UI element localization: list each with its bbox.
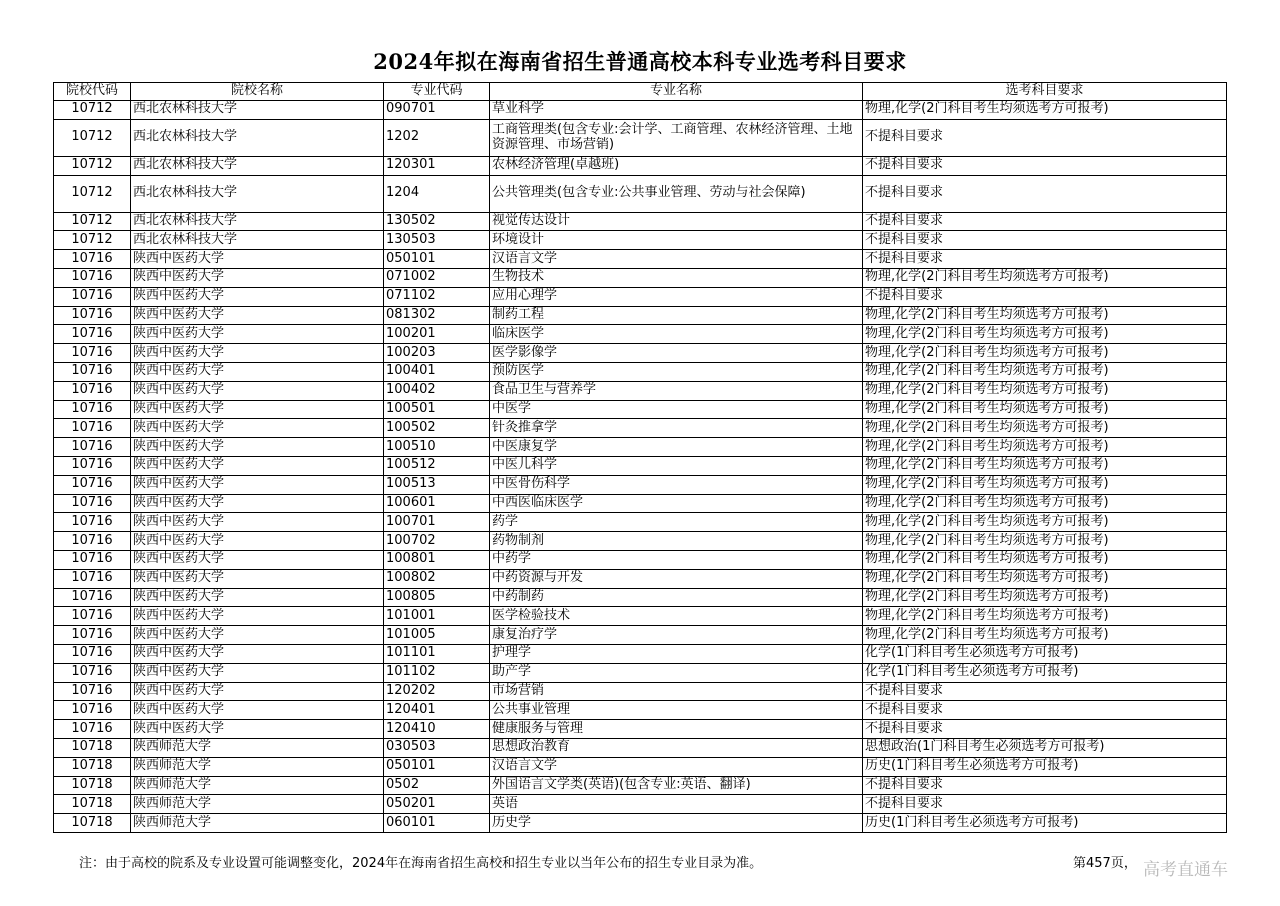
cell-subject-requirement: 不提科目要求 (863, 287, 1227, 306)
cell-school-code: 10716 (54, 588, 131, 607)
cell-school-code: 10716 (54, 513, 131, 532)
cell-school-name: 陕西中医药大学 (131, 268, 384, 287)
cell-major-name: 英语 (490, 795, 863, 814)
table-row (54, 776, 1227, 795)
cell-subject-requirement: 不提科目要求 (863, 156, 1227, 175)
cell-major-code: 100201 (384, 325, 490, 344)
table-row (54, 101, 1227, 120)
cell-major-code: 100801 (384, 550, 490, 569)
cell-school-code: 10716 (54, 607, 131, 626)
cell-school-code: 10718 (54, 814, 131, 833)
cell-school-name: 陕西中医药大学 (131, 362, 384, 381)
table-row (54, 814, 1227, 833)
cell-school-code: 10716 (54, 494, 131, 513)
cell-major-code: 090701 (384, 101, 490, 120)
cell-major-name: 公共事业管理 (490, 701, 863, 720)
cell-subject-requirement: 物理,化学(2门科目考生均须选考方可报考) (863, 494, 1227, 513)
table-header-row (54, 83, 1227, 101)
cell-major-name: 公共管理类(包含专业:公共事业管理、劳动与社会保障) (490, 175, 863, 212)
cell-subject-requirement: 物理,化学(2门科目考生均须选考方可报考) (863, 381, 1227, 400)
cell-school-code: 10718 (54, 795, 131, 814)
cell-subject-requirement: 不提科目要求 (863, 795, 1227, 814)
table-row (54, 738, 1227, 757)
header-subject-requirement: 选考科目要求 (863, 83, 1227, 101)
cell-school-name: 陕西中医药大学 (131, 701, 384, 720)
cell-school-code: 10716 (54, 550, 131, 569)
cell-school-name: 陕西中医药大学 (131, 306, 384, 325)
cell-major-code: 101005 (384, 626, 490, 645)
cell-school-name: 陕西中医药大学 (131, 287, 384, 306)
cell-major-code: 100512 (384, 456, 490, 475)
cell-school-code: 10716 (54, 532, 131, 551)
cell-school-name: 陕西中医药大学 (131, 588, 384, 607)
cell-school-name: 陕西中医药大学 (131, 438, 384, 457)
cell-school-code: 10716 (54, 569, 131, 588)
cell-major-name: 预防医学 (490, 362, 863, 381)
cell-subject-requirement: 物理,化学(2门科目考生均须选考方可报考) (863, 400, 1227, 419)
cell-school-name: 陕西中医药大学 (131, 456, 384, 475)
cell-major-code: 101001 (384, 607, 490, 626)
cell-major-name: 中药制药 (490, 588, 863, 607)
cell-major-code: 050101 (384, 250, 490, 269)
cell-school-code: 10716 (54, 456, 131, 475)
cell-subject-requirement: 物理,化学(2门科目考生均须选考方可报考) (863, 513, 1227, 532)
cell-school-name: 陕西师范大学 (131, 738, 384, 757)
table-row (54, 644, 1227, 663)
table-row (54, 306, 1227, 325)
cell-major-name: 中医康复学 (490, 438, 863, 457)
cell-school-code: 10716 (54, 325, 131, 344)
cell-major-name: 健康服务与管理 (490, 720, 863, 739)
cell-school-name: 陕西中医药大学 (131, 344, 384, 363)
cell-major-name: 临床医学 (490, 325, 863, 344)
cell-school-code: 10716 (54, 626, 131, 645)
cell-major-code: 060101 (384, 814, 490, 833)
cell-school-name: 陕西中医药大学 (131, 550, 384, 569)
cell-major-name: 康复治疗学 (490, 626, 863, 645)
cell-major-name: 医学检验技术 (490, 607, 863, 626)
cell-major-code: 100203 (384, 344, 490, 363)
cell-subject-requirement: 不提科目要求 (863, 231, 1227, 250)
cell-major-code: 1204 (384, 175, 490, 212)
table-row (54, 400, 1227, 419)
cell-school-code: 10712 (54, 212, 131, 231)
cell-school-name: 陕西中医药大学 (131, 381, 384, 400)
cell-school-name: 陕西中医药大学 (131, 419, 384, 438)
cell-major-name: 农林经济管理(卓越班) (490, 156, 863, 175)
cell-subject-requirement: 思想政治(1门科目考生必须选考方可报考) (863, 738, 1227, 757)
cell-school-name: 陕西中医药大学 (131, 682, 384, 701)
cell-school-name: 陕西中医药大学 (131, 720, 384, 739)
cell-major-code: 100701 (384, 513, 490, 532)
cell-school-code: 10712 (54, 101, 131, 120)
cell-major-code: 030503 (384, 738, 490, 757)
cell-major-code: 100513 (384, 475, 490, 494)
cell-school-code: 10716 (54, 344, 131, 363)
cell-subject-requirement: 物理,化学(2门科目考生均须选考方可报考) (863, 588, 1227, 607)
table-row (54, 701, 1227, 720)
cell-school-code: 10716 (54, 287, 131, 306)
table-row (54, 325, 1227, 344)
cell-school-name: 陕西中医药大学 (131, 475, 384, 494)
table-row (54, 438, 1227, 457)
cell-school-name: 陕西中医药大学 (131, 494, 384, 513)
table-row (54, 250, 1227, 269)
cell-school-code: 10716 (54, 701, 131, 720)
cell-subject-requirement: 物理,化学(2门科目考生均须选考方可报考) (863, 626, 1227, 645)
cell-school-name: 陕西中医药大学 (131, 325, 384, 344)
cell-school-name: 陕西中医药大学 (131, 250, 384, 269)
cell-school-name: 西北农林科技大学 (131, 156, 384, 175)
table-row (54, 362, 1227, 381)
table-row (54, 268, 1227, 287)
cell-subject-requirement: 物理,化学(2门科目考生均须选考方可报考) (863, 325, 1227, 344)
cell-school-name: 陕西师范大学 (131, 757, 384, 776)
cell-major-name: 市场营销 (490, 682, 863, 701)
cell-major-code: 100402 (384, 381, 490, 400)
cell-subject-requirement: 不提科目要求 (863, 701, 1227, 720)
cell-school-code: 10716 (54, 663, 131, 682)
table-row (54, 381, 1227, 400)
cell-subject-requirement: 不提科目要求 (863, 776, 1227, 795)
cell-major-code: 071102 (384, 287, 490, 306)
cell-major-name: 中医骨伤科学 (490, 475, 863, 494)
cell-major-name: 汉语言文学 (490, 250, 863, 269)
cell-major-name: 医学影像学 (490, 344, 863, 363)
cell-school-code: 10716 (54, 400, 131, 419)
cell-major-code: 101101 (384, 644, 490, 663)
cell-major-name: 历史学 (490, 814, 863, 833)
cell-school-name: 陕西中医药大学 (131, 644, 384, 663)
table-row (54, 757, 1227, 776)
cell-major-code: 100502 (384, 419, 490, 438)
table-row (54, 682, 1227, 701)
cell-major-name: 草业科学 (490, 101, 863, 120)
cell-major-code: 0502 (384, 776, 490, 795)
cell-major-name: 中医学 (490, 400, 863, 419)
cell-major-name: 药物制剂 (490, 532, 863, 551)
cell-major-code: 120301 (384, 156, 490, 175)
cell-major-name: 工商管理类(包含专业:会计学、工商管理、农林经济管理、土地资源管理、市场营销) (490, 119, 863, 156)
cell-school-code: 10712 (54, 119, 131, 156)
cell-subject-requirement: 不提科目要求 (863, 682, 1227, 701)
cell-school-name: 西北农林科技大学 (131, 175, 384, 212)
cell-subject-requirement: 不提科目要求 (863, 119, 1227, 156)
cell-major-name: 针灸推拿学 (490, 419, 863, 438)
cell-school-name: 陕西中医药大学 (131, 626, 384, 645)
cell-major-code: 120401 (384, 701, 490, 720)
cell-subject-requirement: 物理,化学(2门科目考生均须选考方可报考) (863, 101, 1227, 120)
cell-subject-requirement: 物理,化学(2门科目考生均须选考方可报考) (863, 344, 1227, 363)
table-row (54, 344, 1227, 363)
cell-major-code: 100702 (384, 532, 490, 551)
table-row (54, 607, 1227, 626)
cell-major-name: 生物技术 (490, 268, 863, 287)
cell-school-code: 10716 (54, 682, 131, 701)
cell-school-name: 陕西中医药大学 (131, 663, 384, 682)
table-row (54, 175, 1227, 212)
cell-major-code: 130503 (384, 231, 490, 250)
page-number: 第457页， (1073, 856, 1137, 871)
cell-school-code: 10712 (54, 175, 131, 212)
cell-major-code: 100401 (384, 362, 490, 381)
cell-school-name: 陕西师范大学 (131, 814, 384, 833)
cell-subject-requirement: 物理,化学(2门科目考生均须选考方可报考) (863, 475, 1227, 494)
cell-major-name: 制药工程 (490, 306, 863, 325)
cell-school-name: 陕西师范大学 (131, 795, 384, 814)
cell-major-code: 100601 (384, 494, 490, 513)
header-major-code: 专业代码 (384, 83, 490, 101)
cell-school-code: 10716 (54, 268, 131, 287)
cell-major-code: 081302 (384, 306, 490, 325)
cell-major-name: 应用心理学 (490, 287, 863, 306)
cell-school-name: 陕西中医药大学 (131, 607, 384, 626)
table-row (54, 513, 1227, 532)
watermark: 高考直通车 (1143, 860, 1228, 880)
cell-major-code: 050201 (384, 795, 490, 814)
table-body (54, 101, 1227, 833)
cell-major-code: 1202 (384, 119, 490, 156)
header-school-name: 院校名称 (131, 83, 384, 101)
table-row (54, 156, 1227, 175)
cell-major-code: 050101 (384, 757, 490, 776)
table-row (54, 550, 1227, 569)
table-row (54, 456, 1227, 475)
table-row (54, 663, 1227, 682)
cell-school-code: 10716 (54, 306, 131, 325)
cell-subject-requirement: 历史(1门科目考生必须选考方可报考) (863, 757, 1227, 776)
table-row (54, 231, 1227, 250)
cell-subject-requirement: 物理,化学(2门科目考生均须选考方可报考) (863, 456, 1227, 475)
cell-major-name: 环境设计 (490, 231, 863, 250)
cell-school-code: 10716 (54, 250, 131, 269)
cell-school-code: 10716 (54, 475, 131, 494)
cell-major-name: 中药学 (490, 550, 863, 569)
cell-major-name: 汉语言文学 (490, 757, 863, 776)
cell-major-name: 护理学 (490, 644, 863, 663)
cell-subject-requirement: 物理,化学(2门科目考生均须选考方可报考) (863, 550, 1227, 569)
cell-major-name: 中西医临床医学 (490, 494, 863, 513)
cell-school-name: 陕西中医药大学 (131, 532, 384, 551)
cell-major-name: 外国语言文学类(英语)(包含专业:英语、翻译) (490, 776, 863, 795)
cell-school-code: 10712 (54, 156, 131, 175)
footnote: 注：由于高校的院系及专业设置可能调整变化，2024年在海南省招生高校和招生专业以当年公布的招生专业目录为准。 (79, 856, 763, 871)
table-row (54, 119, 1227, 156)
cell-school-name: 陕西中医药大学 (131, 569, 384, 588)
cell-major-code: 120410 (384, 720, 490, 739)
cell-major-code: 071002 (384, 268, 490, 287)
cell-school-code: 10718 (54, 757, 131, 776)
cell-major-name: 药学 (490, 513, 863, 532)
cell-school-code: 10716 (54, 419, 131, 438)
cell-subject-requirement: 历史(1门科目考生必须选考方可报考) (863, 814, 1227, 833)
cell-school-name: 陕西中医药大学 (131, 513, 384, 532)
table-row (54, 795, 1227, 814)
table-row (54, 494, 1227, 513)
cell-subject-requirement: 不提科目要求 (863, 175, 1227, 212)
cell-major-code: 130502 (384, 212, 490, 231)
cell-subject-requirement: 物理,化学(2门科目考生均须选考方可报考) (863, 362, 1227, 381)
cell-school-code: 10716 (54, 381, 131, 400)
cell-major-code: 120202 (384, 682, 490, 701)
cell-school-name: 西北农林科技大学 (131, 231, 384, 250)
cell-school-name: 西北农林科技大学 (131, 101, 384, 120)
table-row (54, 532, 1227, 551)
document-title: 2024年拟在海南省招生普通高校本科专业选考科目要求 (373, 49, 907, 74)
cell-major-name: 视觉传达设计 (490, 212, 863, 231)
cell-school-code: 10716 (54, 438, 131, 457)
cell-major-code: 100802 (384, 569, 490, 588)
table-row (54, 626, 1227, 645)
table-row (54, 212, 1227, 231)
header-major-name: 专业名称 (490, 83, 863, 101)
cell-subject-requirement: 不提科目要求 (863, 212, 1227, 231)
cell-subject-requirement: 不提科目要求 (863, 720, 1227, 739)
cell-subject-requirement: 物理,化学(2门科目考生均须选考方可报考) (863, 419, 1227, 438)
cell-school-code: 10716 (54, 720, 131, 739)
cell-major-name: 助产学 (490, 663, 863, 682)
cell-school-name: 西北农林科技大学 (131, 119, 384, 156)
cell-school-code: 10718 (54, 738, 131, 757)
cell-school-code: 10712 (54, 231, 131, 250)
cell-major-code: 100805 (384, 588, 490, 607)
cell-subject-requirement: 不提科目要求 (863, 250, 1227, 269)
cell-subject-requirement: 化学(1门科目考生必须选考方可报考) (863, 644, 1227, 663)
table-row (54, 569, 1227, 588)
table-row (54, 287, 1227, 306)
cell-major-name: 思想政治教育 (490, 738, 863, 757)
cell-subject-requirement: 化学(1门科目考生必须选考方可报考) (863, 663, 1227, 682)
cell-subject-requirement: 物理,化学(2门科目考生均须选考方可报考) (863, 438, 1227, 457)
cell-subject-requirement: 物理,化学(2门科目考生均须选考方可报考) (863, 532, 1227, 551)
cell-subject-requirement: 物理,化学(2门科目考生均须选考方可报考) (863, 607, 1227, 626)
cell-major-code: 100510 (384, 438, 490, 457)
cell-major-code: 100501 (384, 400, 490, 419)
cell-school-code: 10716 (54, 362, 131, 381)
cell-major-name: 中医儿科学 (490, 456, 863, 475)
header-school-code: 院校代码 (54, 83, 131, 101)
cell-school-name: 西北农林科技大学 (131, 212, 384, 231)
cell-school-name: 陕西中医药大学 (131, 400, 384, 419)
cell-subject-requirement: 物理,化学(2门科目考生均须选考方可报考) (863, 569, 1227, 588)
cell-major-name: 中药资源与开发 (490, 569, 863, 588)
cell-school-code: 10718 (54, 776, 131, 795)
requirements-table (53, 82, 1227, 833)
table-row (54, 588, 1227, 607)
cell-major-code: 101102 (384, 663, 490, 682)
cell-subject-requirement: 物理,化学(2门科目考生均须选考方可报考) (863, 306, 1227, 325)
cell-major-name: 食品卫生与营养学 (490, 381, 863, 400)
cell-school-name: 陕西师范大学 (131, 776, 384, 795)
cell-subject-requirement: 物理,化学(2门科目考生均须选考方可报考) (863, 268, 1227, 287)
cell-school-code: 10716 (54, 644, 131, 663)
table-row (54, 475, 1227, 494)
table-row (54, 720, 1227, 739)
table-row (54, 419, 1227, 438)
